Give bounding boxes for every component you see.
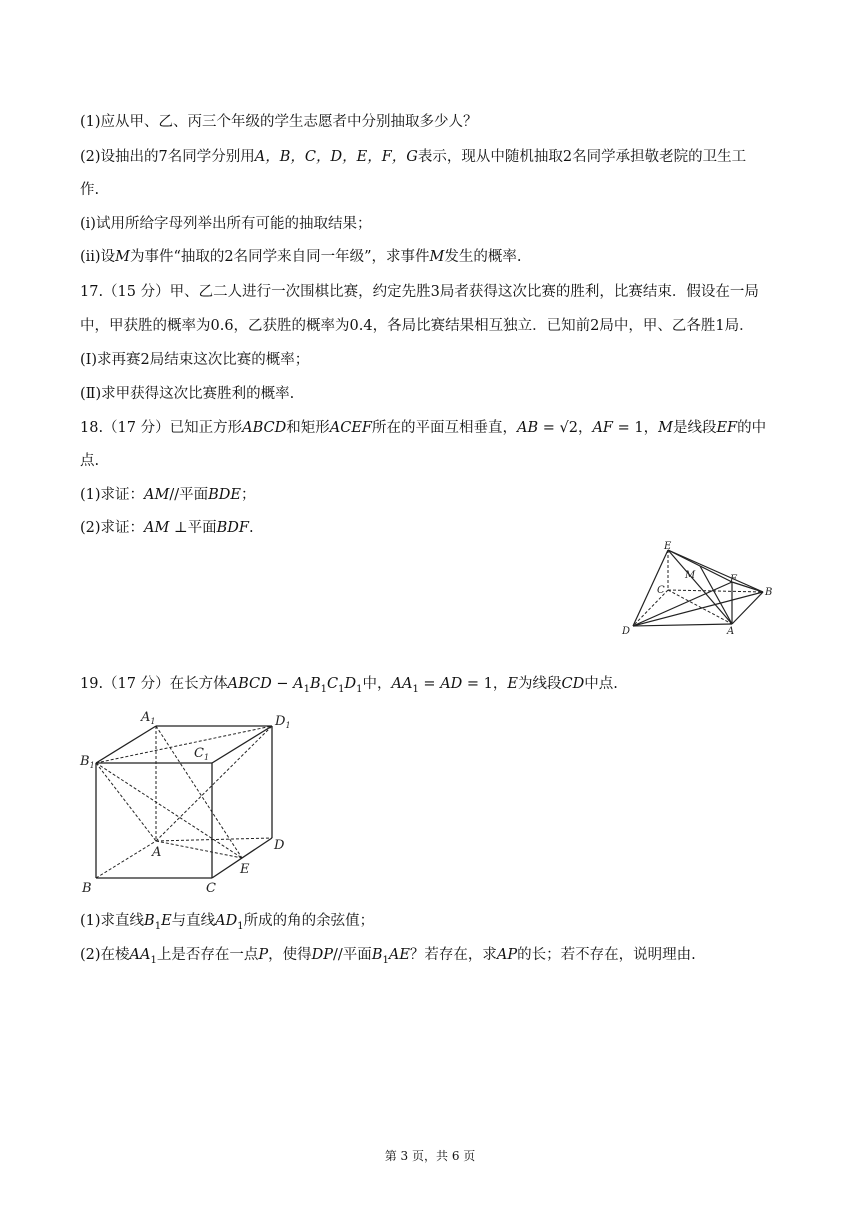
- q16-sub-ii: [80, 247, 521, 267]
- q18-text: 所在的平面互相垂直，: [371, 420, 517, 436]
- label-c: C: [657, 585, 665, 596]
- edge-b1a1: [96, 726, 156, 763]
- q19-text: //平面: [333, 947, 372, 963]
- q19-plane: B: [371, 947, 383, 963]
- q19-p: P: [258, 947, 269, 963]
- q19-text: (1)求直线: [80, 913, 145, 929]
- q19-part1: [80, 911, 374, 931]
- q18-m: M: [658, 420, 673, 436]
- label-b: B: [82, 881, 92, 896]
- q19-text: =: [418, 676, 441, 692]
- label-d: D: [622, 626, 631, 637]
- q16-sub-i: (i)试用所给字母列举出所有可能的抽取结果；: [80, 216, 372, 232]
- q19-solid-name: D: [344, 676, 357, 692]
- edge-ba: [96, 841, 156, 878]
- q19-solid-name: ABCD − A: [227, 676, 304, 692]
- q18-text: 和矩形: [286, 420, 330, 436]
- q16-part2-pre: (2)设抽出的7名同学分别用: [80, 149, 255, 165]
- q17-part2: (Ⅱ)求甲获得这次比赛胜利的概率.: [80, 386, 295, 402]
- q19-text: 所成的角的余弦值；: [243, 913, 375, 929]
- edge-da: [633, 624, 732, 626]
- label-e: E: [240, 862, 250, 877]
- q19-solid-name: B: [309, 676, 321, 692]
- q18-ef: EF: [716, 420, 738, 436]
- q19-dp: DP: [311, 947, 334, 963]
- q18-am: AM: [144, 487, 170, 503]
- q19-sub: 1: [356, 683, 363, 695]
- q17-line2: 中，甲获胜的概率为0.6，乙获胜的概率为0.4，各局比赛结果相互独立．已知前2局中，甲、乙各胜1局．: [80, 318, 754, 334]
- label-c1: $C_1$: [194, 746, 210, 762]
- edge-ae: [156, 841, 242, 858]
- edge-ab: [732, 592, 763, 624]
- edge-cb: [668, 590, 763, 592]
- q19-text: = 1，: [462, 676, 508, 692]
- label-f: F: [730, 574, 737, 585]
- q18-figure: [615, 540, 780, 640]
- q19-sub: 1: [150, 954, 157, 966]
- label-m: M: [685, 570, 696, 581]
- q19-sub: 1: [154, 920, 162, 932]
- q19-ap: AP: [496, 947, 518, 963]
- q19-text: ，使得: [268, 947, 312, 963]
- q18-plane: BDE: [208, 487, 242, 503]
- q16-sub-ii-m: M: [115, 249, 130, 265]
- q18-text: .: [248, 520, 254, 536]
- q16-part2-post: 表示，现从中随机抽取2名同学承担敬老院的卫生工: [417, 149, 747, 165]
- edge-eb: [668, 550, 763, 592]
- q19-text: 中点.: [584, 676, 618, 692]
- q19-aa1: AA: [129, 947, 151, 963]
- q16-part2-vars: A，B，C，D，E，F，G: [254, 149, 418, 165]
- edge-ea: [668, 550, 732, 624]
- q18-af-value: = 1，: [613, 420, 659, 436]
- q19-figure: [76, 703, 296, 898]
- q18-part2: [80, 518, 254, 538]
- label-b1: $B_1$: [80, 754, 95, 770]
- q19-ad1: AD: [215, 913, 238, 929]
- q16-sub-ii-m2: M: [429, 249, 445, 265]
- label-b: B: [765, 587, 773, 598]
- q19-line1: [80, 674, 618, 694]
- q18-ab-value: = √2，: [538, 420, 593, 436]
- q18-rect-name: ACEF: [329, 420, 372, 436]
- label-a: A: [727, 626, 735, 637]
- q19-text: 为线段: [518, 676, 562, 692]
- label-d: D: [274, 838, 285, 853]
- q18-text: 的中: [737, 420, 767, 436]
- q18-text: (1)求证：: [80, 487, 145, 503]
- q18-text: ⊥平面: [169, 520, 217, 536]
- q18-plane: BDF: [216, 520, 249, 536]
- q19-text: 与直线: [171, 913, 216, 929]
- q18-text: //平面: [169, 487, 209, 503]
- q18-am: AM: [144, 520, 170, 536]
- q19-sub: 1: [412, 683, 419, 695]
- q16-sub-ii-pre: (ii)设: [80, 249, 116, 265]
- q18-text: (2)求证：: [80, 520, 145, 536]
- label-a: A: [152, 845, 162, 860]
- q19-solid-name: C: [327, 676, 339, 692]
- q16-part2-cont: 作.: [80, 182, 100, 198]
- q19-sub: 1: [382, 954, 389, 966]
- q18-text: 18.（17 分）已知正方形: [80, 420, 243, 436]
- q18-af: AF: [592, 420, 613, 436]
- q19-sub: 1: [303, 683, 310, 695]
- q19-sub: 1: [320, 683, 327, 695]
- edge-ad1: [156, 726, 272, 841]
- q18-square-name: ABCD: [242, 420, 287, 436]
- label-e: E: [664, 541, 672, 552]
- q18-ab: AB: [516, 420, 539, 436]
- q16-sub-ii-mid: 为事件“抽取的2名同学来自同一年级”，求事件: [129, 249, 430, 265]
- q17-part1: (Ⅰ)求再赛2局结束这次比赛的概率；: [80, 352, 310, 368]
- q19-e: E: [507, 676, 518, 692]
- q17-line1: 17.（15 分）甲、乙二人进行一次围棋比赛，约定先胜3局者获得这次比赛的胜利，比赛结束．假设在一局: [80, 284, 759, 300]
- q19-text: 19.（17 分）在长方体: [80, 676, 228, 692]
- q19-text: (2)在棱: [80, 947, 130, 963]
- q19-sub: 1: [237, 920, 244, 932]
- q16-sub-ii-post: 发生的概率.: [444, 249, 522, 265]
- q19-text: 的长；若不存在，说明理由.: [517, 947, 696, 963]
- page-footer: 第 3 页，共 6 页: [384, 1149, 476, 1163]
- q19-text: 上是否存在一点: [156, 947, 259, 963]
- q16-part2: [80, 147, 746, 167]
- q19-text: ？若存在，求: [409, 947, 497, 963]
- q18-line2: 点.: [80, 453, 100, 469]
- q19-sub: 1: [338, 683, 345, 695]
- q19-plane: AE: [388, 947, 410, 963]
- q18-text: 是线段: [672, 420, 717, 436]
- q19-part2: [80, 945, 696, 965]
- label-c: C: [206, 881, 216, 896]
- q18-line1: [80, 418, 766, 438]
- edge-c1d1: [212, 726, 272, 763]
- q19-aa1: AA: [391, 676, 413, 692]
- label-d1: $D_1$: [275, 714, 291, 730]
- q19-cd: CD: [561, 676, 585, 692]
- label-a1: $A_1$: [141, 710, 156, 726]
- q18-part1: [80, 485, 256, 505]
- q16-part1: (1)应从甲、乙、丙三个年级的学生志愿者中分别抽取多少人？: [80, 114, 478, 130]
- q18-text: ；: [241, 487, 256, 503]
- edge-b1a: [96, 763, 156, 841]
- q19-text: 中，: [362, 676, 392, 692]
- q19-e: E: [161, 913, 172, 929]
- q19-ad: AD: [440, 676, 463, 692]
- edge-b1d1: [96, 726, 272, 763]
- edge-ma: [700, 566, 732, 624]
- q19-b1: B: [144, 913, 155, 929]
